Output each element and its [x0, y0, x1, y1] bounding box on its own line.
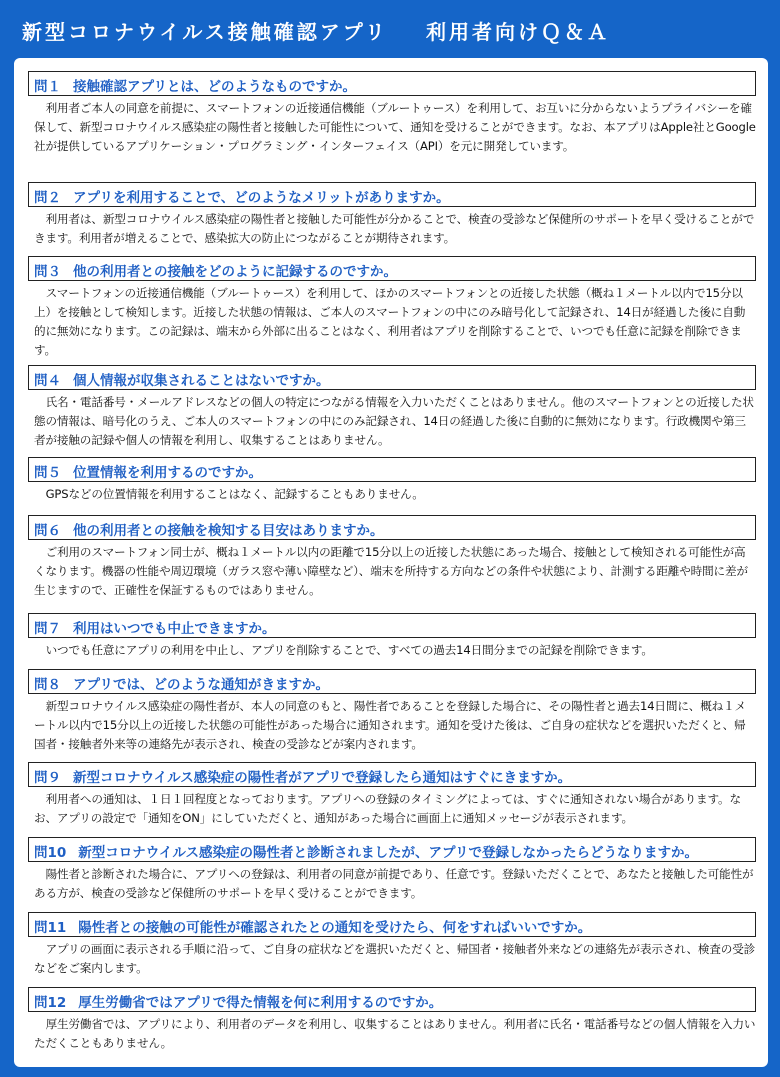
- qa-item-6: [28, 515, 756, 600]
- question-9: [28, 762, 756, 787]
- question-number: 問３: [34, 264, 61, 280]
- qa-item-1: [28, 71, 756, 156]
- answer-2: 利用者は、新型コロナウイルス感染症の陽性者と接触した可能性が分かることで、検査の受診など保健所のサポートを早く受けることができます。利用者が増えることで、感染拡大の防止につながることが期待されます。: [34, 212, 755, 245]
- answer-3: スマートフォンの近接通信機能（ブルートゥース）を利用して、ほかのスマートフォンとの近接した状態（概ね１メートル以内で15分以上）を接触として検知します。近接した状態の情報は、ご本人のスマートフォンの中にのみ暗号化して記録され、14日が経過した後に自動的に無効になります。この記録は、端末から外部に出ることはなく、利用者はアプリを削除することで、いつでも任意に記録を削除できます。: [34, 286, 746, 357]
- question-text: 利用はいつでも中止できますか。: [73, 621, 276, 637]
- question-4: [28, 365, 756, 390]
- question-text: 他の利用者との接触を検知する目安はありますか。: [73, 523, 384, 539]
- question-number: 問７: [34, 621, 61, 637]
- qa-item-8: [28, 669, 756, 754]
- page-header: [0, 0, 780, 58]
- answer-8: 新型コロナウイルス感染症の陽性者が、本人の同意のもと、陽性者であることを登録した場合に、その陽性者と過去14日間に、概ね１メートル以内で15分以上の近接した状態の可能性があった場合に通知されます。通知を受けた後は、ご自身の症状などを選択いただくと、帰国者・接触者外来等の連絡先が表示され、検査の受診などが案内されます。: [34, 699, 746, 751]
- question-5: [28, 457, 756, 482]
- question-number: 問６: [34, 523, 61, 539]
- qa-panel: [14, 58, 768, 1067]
- question-number: 問４: [34, 373, 61, 389]
- question-text: 他の利用者との接触をどのように記録するのですか。: [73, 264, 397, 280]
- qa-item-3: [28, 256, 756, 360]
- question-text: アプリを利用することで、どのようなメリットがありますか。: [73, 190, 450, 206]
- header-subtitle: 利用者向けＱ＆Ａ: [426, 20, 610, 44]
- question-1: [28, 71, 756, 96]
- question-text: 新型コロナウイルス感染症の陽性者がアプリで登録したら通知はすぐにきますか。: [73, 770, 572, 786]
- answer-5: GPSなどの位置情報を利用することはなく、記録することもありません。: [45, 487, 424, 501]
- question-text: 新型コロナウイルス感染症の陽性者と診断されましたが、アプリで登録しなかったらどうなりますか。: [78, 845, 698, 861]
- question-8: [28, 669, 756, 694]
- answer-10: 陽性者と診断された場合に、アプリへの登録は、利用者の同意が前提であり、任意です。登録いただくことで、あなたと接触した可能性がある方が、検査の受診など保健所のサポートを早く受けることができます。: [34, 867, 754, 900]
- answer-7: いつでも任意にアプリの利用を中止し、アプリを削除することで、すべての過去14日間分までの記録を削除できます。: [45, 643, 653, 657]
- question-number: 問12: [34, 995, 67, 1011]
- question-number: 問２: [34, 190, 61, 206]
- qa-item-4: [28, 365, 756, 450]
- qa-item-2: [28, 182, 756, 248]
- question-number: 問９: [34, 770, 61, 786]
- question-11: [28, 912, 756, 937]
- header-title: 新型コロナウイルス接触確認アプリ: [22, 20, 388, 44]
- question-3: [28, 256, 756, 281]
- qa-item-5: [28, 457, 756, 504]
- question-text: 個人情報が収集されることはないですか。: [73, 373, 330, 389]
- question-2: [28, 182, 756, 207]
- answer-9: 利用者への通知は、１日１回程度となっております。アプリへの登録のタイミングによっては、すぐに通知されない場合があります。なお、アプリの設定で「通知をON」にしていただくと、通知があった場合に画面上に通知メッセージが表示されます。: [34, 792, 741, 825]
- question-10: [28, 837, 756, 862]
- qa-item-7: [28, 613, 756, 660]
- question-text: 接触確認アプリとは、どのようなものですか。: [73, 79, 356, 95]
- question-text: アプリでは、どのような通知がきますか。: [73, 677, 329, 693]
- qa-item-9: [28, 762, 756, 828]
- question-text: 厚生労働省ではアプリで得た情報を何に利用するのですか。: [78, 995, 443, 1011]
- question-number: 問11: [34, 920, 67, 936]
- question-text: 陽性者との接触の可能性が確認されたとの通知を受けたら、何をすればいいですか。: [78, 920, 592, 936]
- answer-11: アプリの画面に表示される手順に沿って、ご自身の症状などを選択いただくと、帰国者・接触者外来などの連絡先が表示され、検査の受診などをご案内します。: [34, 942, 756, 975]
- question-12: [28, 987, 756, 1012]
- answer-6: ご利用のスマートフォン同士が、概ね１メートル以内の距離で15分以上の近接した状態にあった場合、接触として検知される可能性が高くなります。機器の性能や周辺環境（ガラス窓や薄い障壁など）、端末を所持する方向などの条件や状態により、計測する距離や時間に差が生じますので、正確性を保証するものではありません。: [34, 545, 748, 597]
- question-number: 問５: [34, 465, 61, 481]
- answer-4: 氏名・電話番号・メールアドレスなどの個人の特定につながる情報を入力いただくことはありません。他のスマートフォンとの近接した状態の情報は、暗号化のうえ、ご本人のスマートフォンの中にのみ記録され、14日の経過した後に自動的に無効になります。行政機関や第三者が接触の記録や個人の情報を利用し、収集することはありません。: [34, 395, 754, 447]
- question-number: 問８: [34, 677, 61, 693]
- question-number: 問１: [34, 79, 61, 95]
- question-7: [28, 613, 756, 638]
- question-6: [28, 515, 756, 540]
- question-number: 問10: [34, 845, 67, 861]
- qa-item-12: [28, 987, 756, 1053]
- question-text: 位置情報を利用するのですか。: [73, 465, 262, 481]
- answer-12: 厚生労働省では、アプリにより、利用者のデータを利用し、収集することはありません。利用者に氏名・電話番号などの個人情報を入力いただくこともありません。: [34, 1017, 756, 1050]
- answer-1: 利用者ご本人の同意を前提に、スマートフォンの近接通信機能（ブルートゥース）を利用して、お互いに分からないようプライバシーを確保して、新型コロナウイルス感染症の陽性者と接触した可能性について、通知を受けることができます。なお、本アプリはApple社とGoogle社が提供しているアプリケーション・プログラミング・インターフェイス（API）を元に開発しています。: [34, 101, 756, 153]
- qa-item-10: [28, 837, 756, 903]
- qa-item-11: [28, 912, 756, 978]
